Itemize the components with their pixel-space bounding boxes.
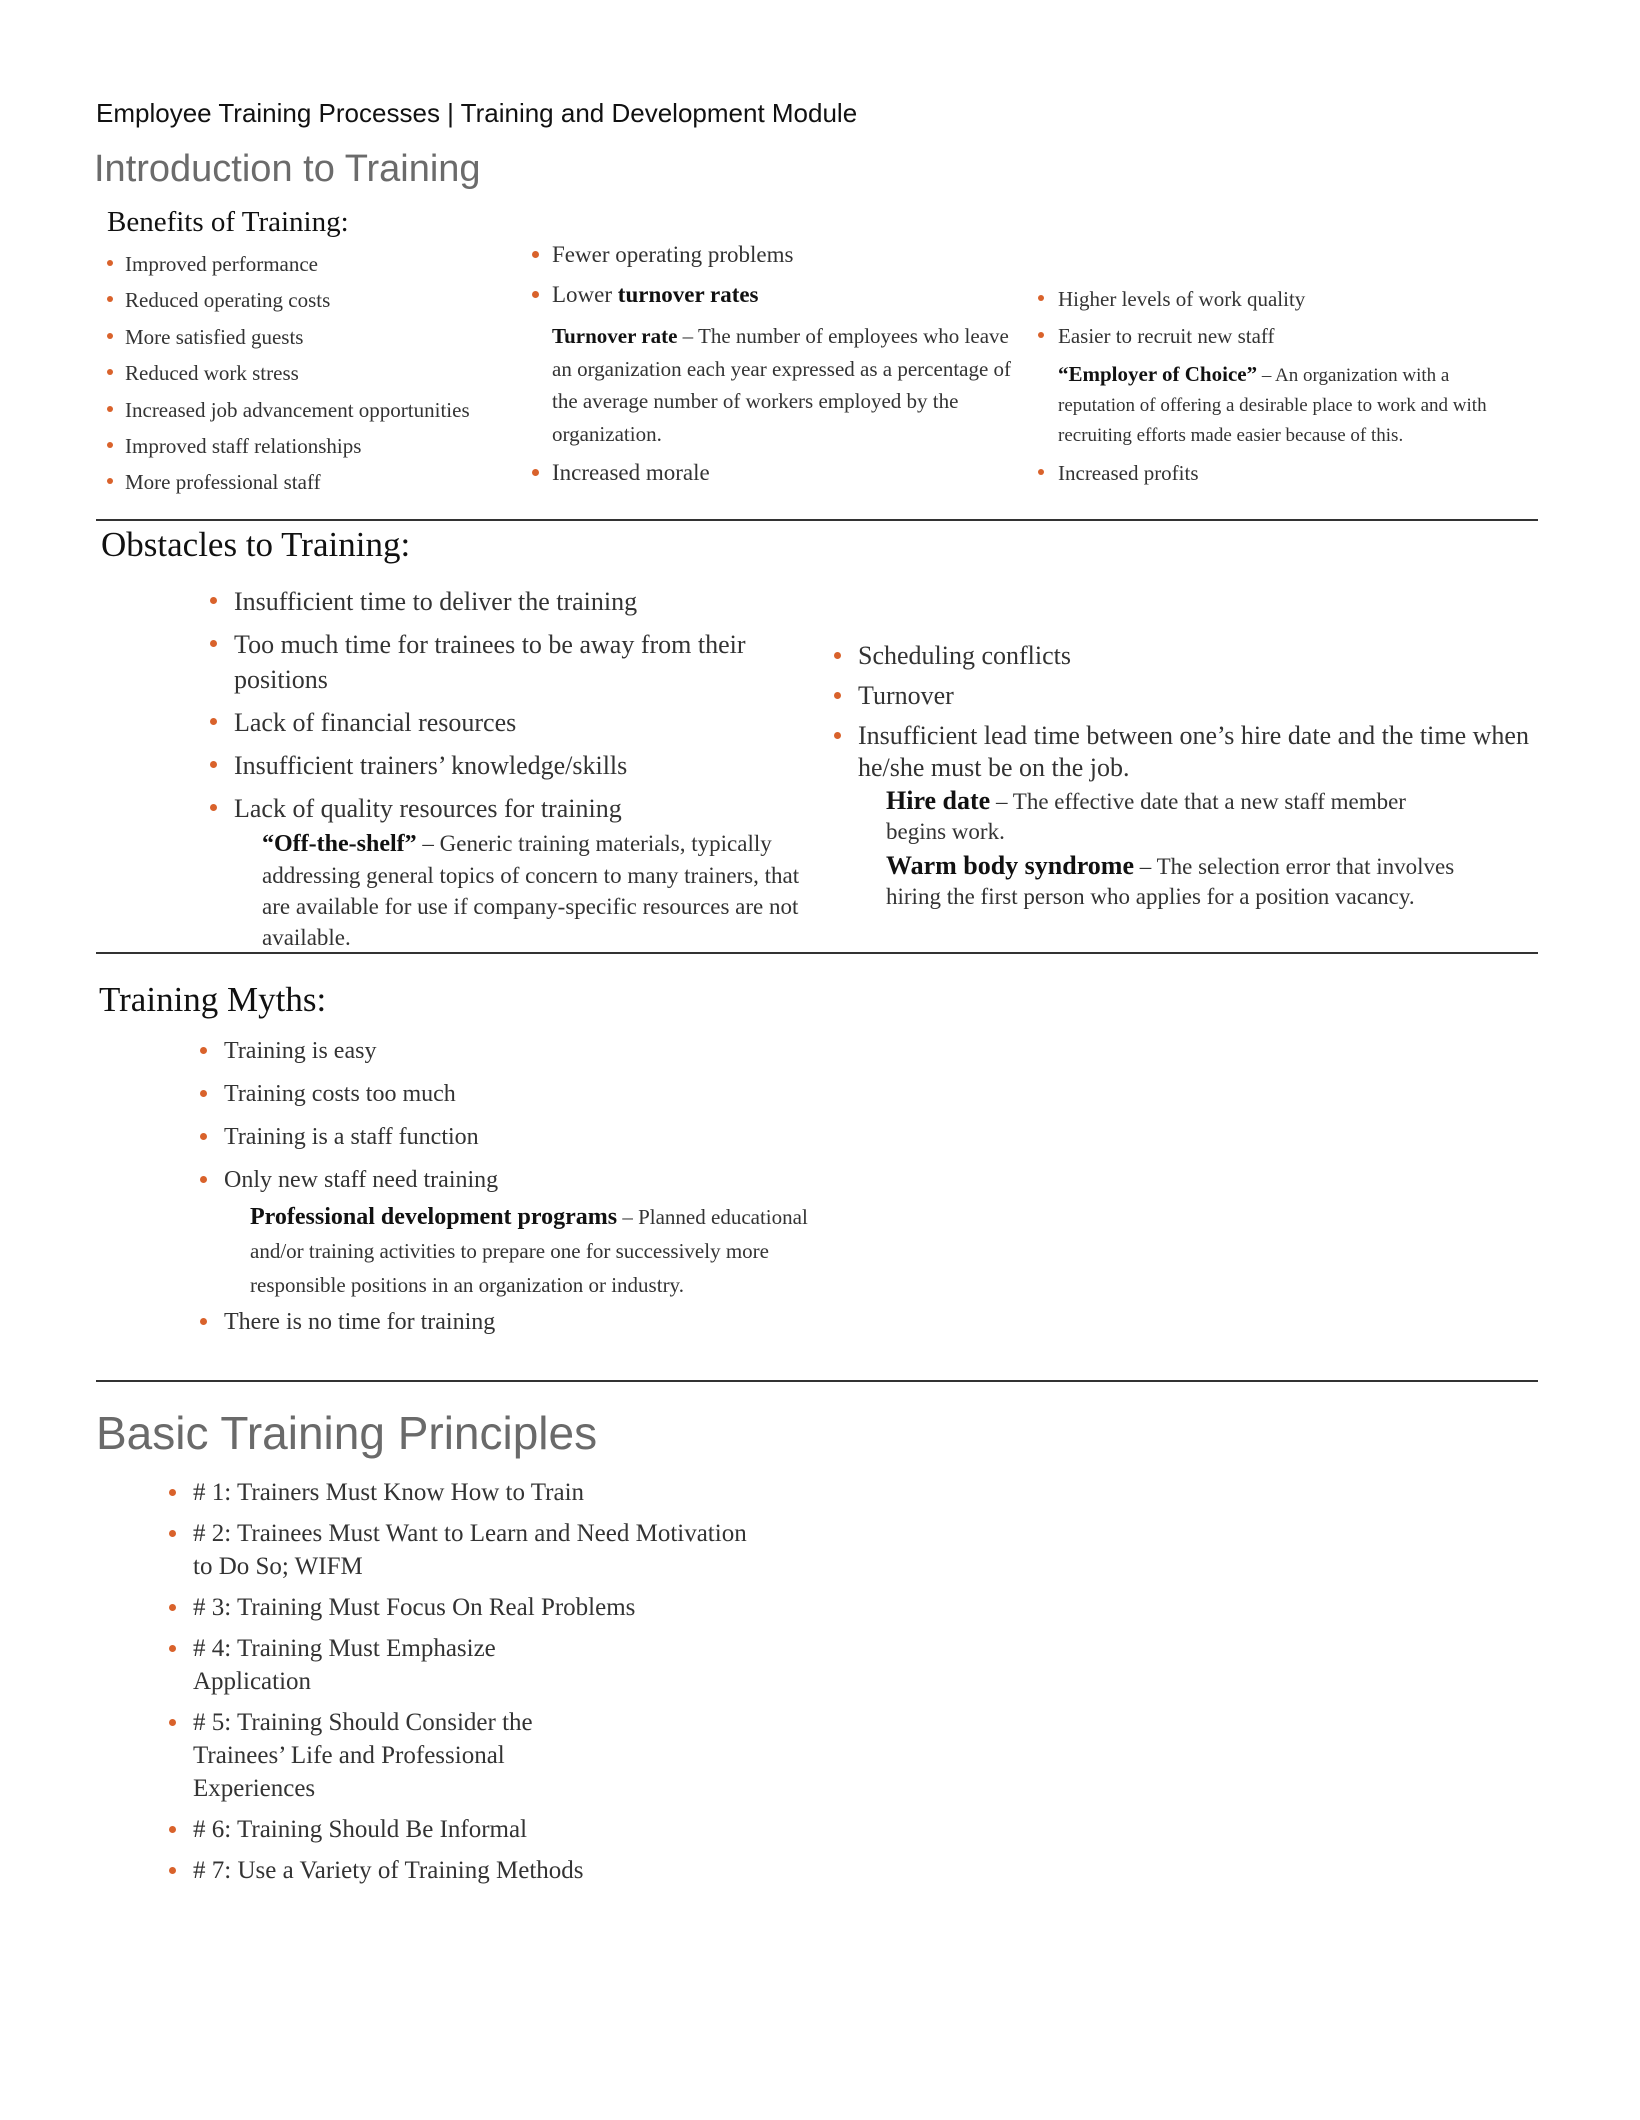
definition-term: Warm body syndrome xyxy=(886,851,1134,880)
list-item xyxy=(552,280,1022,310)
definition-text: – The effective date that a new staff member begins work. xyxy=(886,789,1406,844)
list-item: Higher levels of work quality xyxy=(1058,285,1528,313)
list-item: Insufficient lead time between one’s hire date and the time when he/she must be on the job. xyxy=(858,720,1538,784)
definition-text: – An organization with a reputation of offering a desirable place to work and with recruiting efforts made easier because of this. xyxy=(1058,365,1487,446)
definition-employer-of-choice xyxy=(1058,359,1528,451)
list-item: Easier to recruit new staff xyxy=(1058,322,1528,350)
definition-hire-date xyxy=(858,786,1446,847)
list-item: More professional staff xyxy=(125,468,525,504)
list-item: Insufficient trainers’ knowledge/skills xyxy=(234,748,814,783)
section-divider xyxy=(96,1380,1538,1382)
myths-list xyxy=(224,1035,808,1338)
list-item: # 6: Training Should Be Informal xyxy=(193,1813,753,1846)
definition-term: Turnover rate xyxy=(552,324,678,348)
definition-text: – The selection error that involves hiring the first person who applies for a position vacancy. xyxy=(886,854,1455,909)
intro-title: Introduction to Training xyxy=(94,148,481,190)
list-item-text: Lower xyxy=(552,282,618,307)
list-item: Too much time for trainees to be away from their positions xyxy=(234,627,814,697)
list-item: Scheduling conflicts xyxy=(858,640,1538,672)
definition-term: Hire date xyxy=(886,786,991,815)
section-divider xyxy=(96,519,1538,521)
benefits-list-col3 xyxy=(1058,285,1528,487)
list-item: Training costs too much xyxy=(224,1078,804,1110)
list-item: There is no time for training xyxy=(224,1306,804,1338)
list-item: # 5: Training Should Consider the Trainees’ Life and Professional Experiences xyxy=(193,1706,613,1805)
list-item: # 1: Trainers Must Know How to Train xyxy=(193,1476,753,1509)
list-item: Insufficient time to deliver the training xyxy=(234,584,814,619)
list-item: Increased profits xyxy=(1058,459,1528,487)
definition-warm-body-syndrome xyxy=(858,851,1466,912)
list-item-bold: turnover rates xyxy=(617,282,759,307)
list-item: # 2: Trainees Must Want to Learn and Need Motivation to Do So; WIFM xyxy=(193,1517,753,1583)
list-item: Improved performance xyxy=(125,250,525,286)
definition-term: “Off-the-shelf” xyxy=(262,831,417,857)
list-item: Turnover xyxy=(858,680,1538,712)
obstacles-title: Obstacles to Training: xyxy=(101,525,411,564)
list-item: Training is easy xyxy=(224,1035,804,1067)
definition-text: – The number of employees who leave an organization each year expressed as a percentage of the average number of workers employed by the organization. xyxy=(552,324,1012,446)
benefits-list-col1 xyxy=(125,250,525,505)
definition-term: Professional development programs xyxy=(250,1204,618,1230)
list-item: Reduced work stress xyxy=(125,359,525,395)
obstacles-list-col1 xyxy=(234,584,814,953)
list-item: Increased morale xyxy=(552,458,1022,488)
list-item: Reduced operating costs xyxy=(125,286,525,322)
list-item: Fewer operating problems xyxy=(552,240,1022,270)
list-item: # 3: Training Must Focus On Real Problems xyxy=(193,1591,753,1624)
definition-term: “Employer of Choice” xyxy=(1058,362,1258,386)
definition-text: – Planned educational and/or training activities to prepare one for successively more responsible positions in an organization or industry. xyxy=(250,1205,808,1297)
list-item: Increased job advancement opportunities xyxy=(125,396,525,432)
list-item: Training is a staff function xyxy=(224,1121,804,1153)
principles-title: Basic Training Principles xyxy=(96,1407,598,1459)
benefits-title: Benefits of Training: xyxy=(107,206,349,238)
section-divider xyxy=(96,952,1538,954)
list-item: # 7: Use a Variety of Training Methods xyxy=(193,1854,753,1887)
list-item: # 4: Training Must Emphasize Application xyxy=(193,1632,553,1698)
page-header: Employee Training Processes | Training and Development Module xyxy=(96,98,858,128)
definition-off-the-shelf xyxy=(234,828,822,953)
list-item: Improved staff relationships xyxy=(125,432,525,468)
definition-turnover-rate xyxy=(552,320,1022,450)
myths-title: Training Myths: xyxy=(99,980,327,1019)
list-item: Lack of quality resources for training xyxy=(234,791,814,826)
benefits-list-col2 xyxy=(552,240,1022,488)
list-item: Lack of financial resources xyxy=(234,705,814,740)
principles-list xyxy=(193,1476,753,1887)
definition-professional-development xyxy=(224,1200,810,1302)
list-item: Only new staff need training xyxy=(224,1164,804,1196)
list-item: More satisfied guests xyxy=(125,323,525,359)
definition-text: – Generic training materials, typically addressing general topics of concern to many trainers, that are available for use if company-specific resources are not available. xyxy=(262,831,800,950)
obstacles-list-col2 xyxy=(858,640,1538,912)
